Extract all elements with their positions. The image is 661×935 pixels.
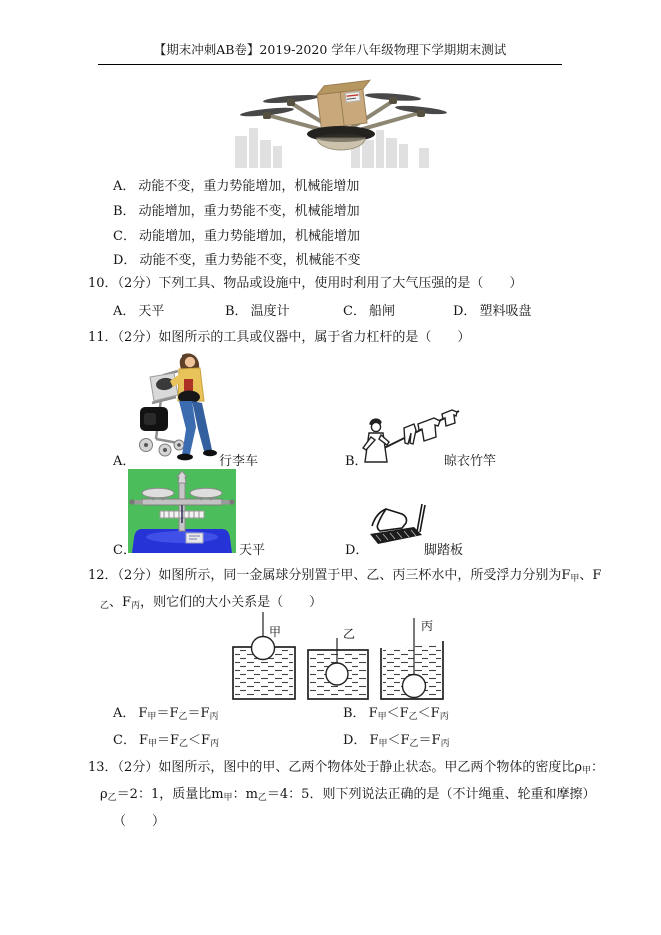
stem-text: 、F [579,568,602,583]
option-text: ＜F [417,706,440,721]
option-text: ＝F [157,733,180,748]
q12-stem-line1 [88,564,601,583]
q10-option-a [113,300,164,319]
pedal-image [366,500,430,548]
option-letter: B． [113,203,136,219]
option-text: 温度计 [250,304,290,319]
cup-jia [233,612,295,699]
q9-option-d [113,249,360,274]
subscript-bing: 丙 [439,712,449,722]
stem-text: ＝4：5．则下列说法正确的是（不计绳重、轮重和摩擦） [266,787,596,802]
subscript-jia: 甲 [147,712,157,722]
option-text: F [138,733,148,748]
option-text: ＜F [188,733,211,748]
q12-option-d [343,729,450,748]
q10-option-d [453,300,531,319]
option-text: ＝F [156,706,179,721]
subscript-yi: 乙 [100,601,110,611]
subscript-jia: 甲 [377,712,387,722]
q11-item-c-caption: 天平 [239,543,266,558]
stem-text: ，则它们的大小关系是（ ） [140,595,323,610]
subscript-yi: 乙 [408,712,418,722]
q9-option-a [113,175,360,200]
stem-text: 12．（2分）如图所示，同一金属球分别置于甲、乙、丙三杯水中，所受浮力分别为F [88,568,571,583]
subscript-jia: 甲 [378,739,388,749]
pedal-drawing [370,504,425,544]
q13-stem-line2 [100,783,595,802]
option-letter: D． [343,733,367,748]
option-text: F [138,706,148,721]
q11-item-b-caption: 晾衣竹竿 [444,454,497,469]
q9-options [113,175,360,274]
q12-option-b [343,702,449,721]
cup-bing [381,618,443,699]
stem-text: ＝2：1，质量比m [116,787,224,802]
drone [240,80,447,150]
q11-item-b-letter: B． [345,454,368,469]
subscript-bing: 丙 [209,712,219,722]
option-text: 塑料吸盘 [479,304,532,319]
option-text: 动能增加，重力势能增加，机械能增加 [138,228,360,244]
subscript-jia: 甲 [223,793,233,803]
option-text: ＜F [386,706,409,721]
option-letter: A． [113,304,136,319]
q13-stem-line3: （ ） [113,814,166,829]
page-header [98,40,562,65]
cup-yi [308,627,368,699]
q12-option-c [113,729,219,748]
q10-option-b [225,300,290,319]
subscript-yi: 乙 [409,739,419,749]
q11-item-c-letter: C． [113,543,136,558]
stem-text: 13．（2分）如图所示，图中的甲、乙两个物体处于静止状态。甲乙两个物体的密度比ρ [88,760,582,775]
q11-stem: 11．（2分）如图所示的工具或仪器中，属于省力杠杆的是（ ） [88,330,471,345]
option-text: ＝F [418,733,441,748]
q12-stem-line2 [100,591,322,610]
subscript-jia: 甲 [581,766,591,776]
option-text: 动能不变，重力势能增加，机械能增加 [138,179,360,194]
stem-text: ：m [232,787,258,802]
subscript-bing: 丙 [440,739,450,749]
subscript-yi: 乙 [178,712,188,722]
page-title: 【期末冲刺AB卷】2019-2020 学年八年级物理下学期期末测试 [153,42,507,57]
option-text: F [369,733,379,748]
q9-option-c [113,225,360,250]
q11-item-d-caption: 脚踏板 [424,543,464,558]
subscript-jia: 甲 [147,739,157,749]
label-yi: 乙 [343,627,356,641]
subscript-yi: 乙 [257,793,267,803]
subscript-yi: 乙 [107,793,117,803]
stem-text: ： [590,760,604,775]
subscript-bing: 丙 [131,601,141,611]
option-text: 天平 [138,304,165,319]
q10-stem: 10．（2分）下列工具、物品或设施中，使用时利用了大气压强的是（ ） [88,276,523,291]
label-bing: 丙 [421,619,434,633]
option-text: 动能不变，重力势能不变，机械能不变 [139,253,361,269]
option-letter: D． [113,253,137,269]
option-text: F [368,706,378,721]
package-box [316,80,375,128]
subscript-yi: 乙 [179,739,189,749]
stem-text: ρ [100,787,108,802]
option-text: 船闸 [368,304,395,319]
option-letter: B． [225,304,248,319]
option-text: 动能增加，重力势能不变，机械能增加 [138,203,360,219]
q11-item-a-letter: A． [113,454,136,469]
luggage-cart-image [132,351,234,463]
option-letter: A． [113,706,136,721]
option-letter: C． [113,228,136,244]
option-letter: C． [343,304,366,319]
q13-stem-line1 [88,756,604,775]
drone-package-image [233,76,449,168]
q11-item-d-letter: D． [345,543,369,558]
balance-base [132,529,232,553]
three-cups-figure [218,612,468,704]
option-letter: D． [453,304,477,319]
option-text: ＜F [387,733,410,748]
stem-text: 、F [109,595,132,610]
subscript-jia: 甲 [570,574,580,584]
option-letter: C． [113,733,136,748]
q10-option-c [343,300,395,319]
balance-scale-image [128,469,236,553]
subscript-bing: 丙 [210,739,220,749]
q12-option-a [113,702,219,721]
option-letter: B． [343,706,366,721]
label-jia: 甲 [269,625,282,639]
q11-item-a-caption: 行李车 [219,454,259,469]
option-letter: A． [113,179,136,194]
q9-option-b [113,200,360,225]
option-text: ＝F [187,706,210,721]
